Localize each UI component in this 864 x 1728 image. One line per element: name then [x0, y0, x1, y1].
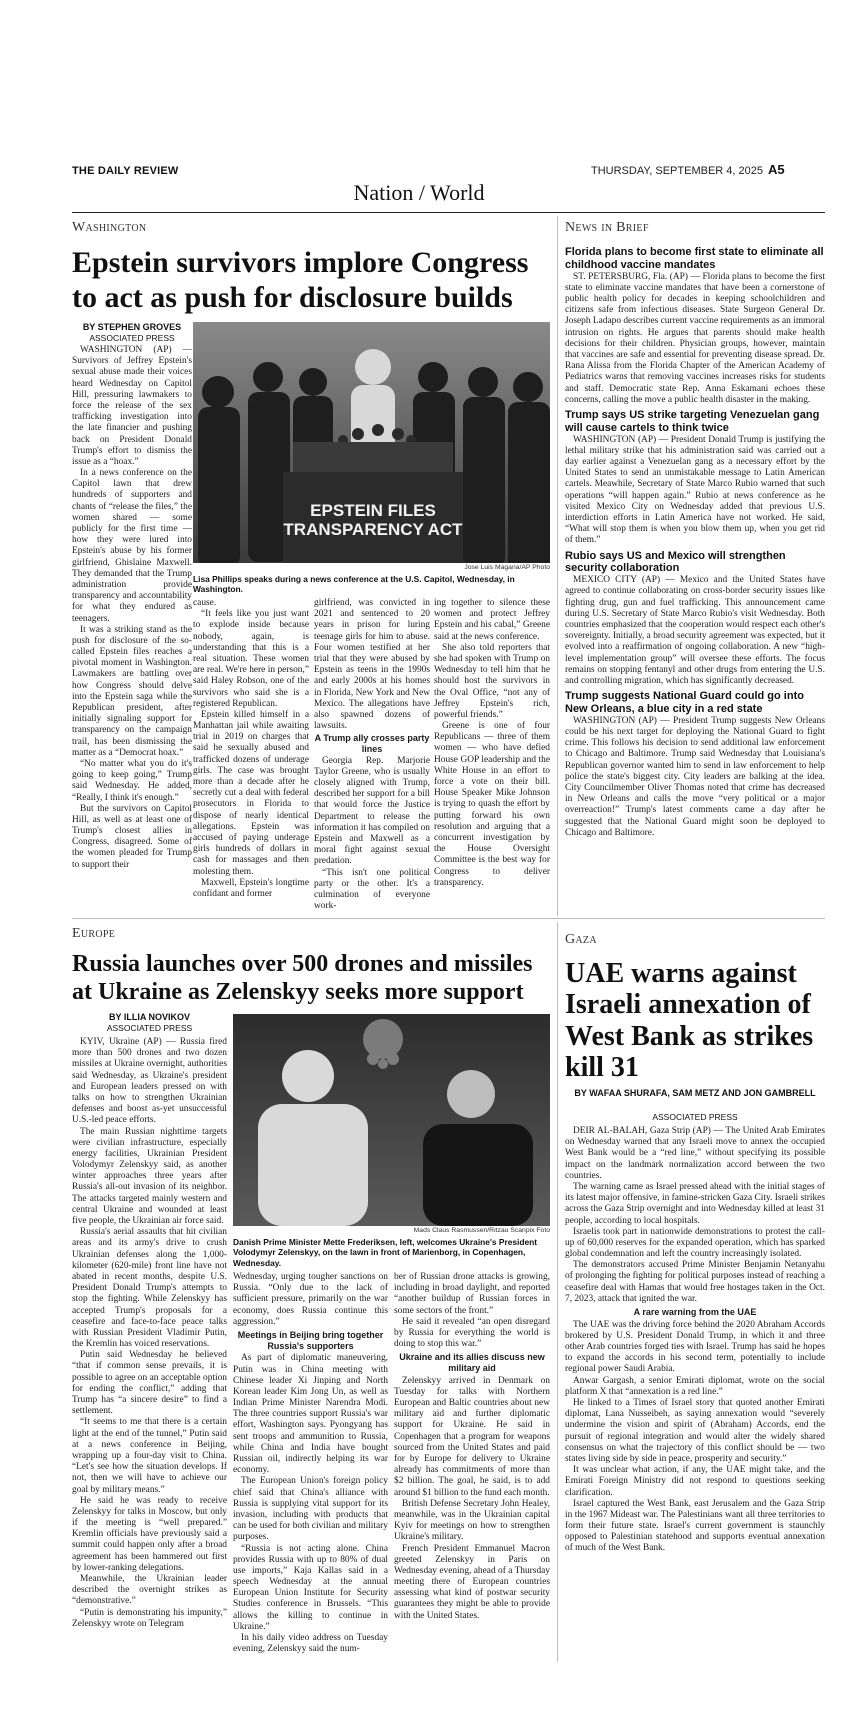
brief-body: MEXICO CITY (AP) — Mexico and the United States have agreed to continue collaborating on cross-border security issues like fighting drug, gun and fuel trafficking. This announcement came during U.S. Secretary of State Marco Rubio's visit Wednesday. Both countries emphasized that the cooperation would respect each other's sovereignty. Initially, a broad security agreement was expected, but it evolved into a reaffirmation of ongoing collaboration. A new “high-level implementation group” will oversee these efforts. The focus remains on stopping fentanyl and other drugs from entering the U.S. and controlling migration, which has significantly decreased.: [565, 575, 825, 686]
brief-headline: Trump says US strike targeting Venezuelan gang will cause cartels to think twice: [565, 408, 820, 434]
brief-headline: Florida plans to become first state to eliminate all childhood vaccine mandates: [565, 246, 824, 271]
brief-body: WASHINGTON (AP) — President Trump suggests New Orleans could be his next target for deploying the National Guard to fight crime. This follows his decision to send additional law enforcement to Chicago and Baltimore. Trump said Wednesday that Louisiana's Republican governor wanted him to send in law enforcement to help police the state's biggest city. City leaders are balking at the idea. City Councilmember Oliver Thomas noted that crime has decreased in New Orleans and calls the move “very political or a major overreaction!” Trump's latest comments came a day after he suggested that the National Guard might soon be deployed to Chicago and Baltimore.: [565, 715, 825, 838]
uae-byline: BY WAFAA SHURAFA, SAM METZ AND JON GAMBRELL: [574, 1088, 816, 1098]
epstein-column-4: ing together to silence these women and protect Jeffrey Epstein and his cabal,” Greene said at the news conference. She also told reporters that she had spoken with Trump on Wednesday to tell him that he should host the survivors in the Oval Office, “not any of Jeffrey Epstein's rich, powerful friends.” Greene is one of four Republicans — three of them women — who have defied House GOP leadership and the White House in an effort to force a vote on their bill. House Speaker Mike Johnson is trying to quash the effort by putting forward his own resolution and arguing that a concurrent investigation by the House Oversight Committee is the best way for Congress to deliver transparency.: [434, 598, 550, 888]
page-date: THURSDAY, SEPTEMBER 4, 2025: [591, 165, 763, 177]
news-in-brief: [565, 246, 825, 916]
uae-agency: ASSOCIATED PRESS: [652, 1112, 738, 1122]
russia-photo-caption: Danish Prime Minister Mette Frederiksen, left, welcomes Ukraine's President Volodymyr Zelenskyy, on the lawn in front of Marienborg, in Copenhagen, Wednesday.: [233, 1237, 538, 1268]
russia-subhead-2: Ukraine and its allies discuss new military aid: [399, 1352, 545, 1374]
briefs-kicker: News in Brief: [565, 220, 649, 235]
russia-column-3: ber of Russian drone attacks is growing, including in broad daylight, and reported “another buildup of Russian forces in some sectors of the front.” He said it revealed “an open disregard by Russia for everything the world is doing to stop this war.” Ukraine and its allies discuss new military aid Zelenskyy arrived in Denmark on Tuesday for talks with Northern European and Baltic countries about new military aid and further diplomatic support for Ukraine. He said in Copenhagen that a program for weapons sourced from the United States and paid for by Europe for delivery to Ukraine already has commitments of more than $2 billion. The goal, he said, is to add around $1 billion to the fund each month. British Defense Secretary John Healey, meanwhile, was in the Ukrainian capital Kyiv for meetings on how to strengthen Ukraine's military. French President Emmanuel Macron greeted Zelenskyy in Paris on Wednesday evening, ahead of a Thursday meeting there of European countries assessing what kind of postwar security guarantees they might be able to provide with the United States.: [394, 1272, 550, 1621]
section-rule: [72, 918, 825, 919]
photo-sign-line-2: TRANSPARENCY ACT: [283, 519, 463, 539]
uae-headline: UAE warns against Israeli annexation of West Bank as strikes kill 31: [565, 958, 814, 1084]
epstein-headline: Epstein survivors implore Congress to act as push for disclosure builds: [72, 246, 529, 314]
russia-column-1: KYIV, Ukraine (AP) — Russia fired more than 500 drones and two dozen missiles at Ukraine overnight, authorities said Wednesday, as Ukraine's president and European leaders pressed on with talks on how to strengthen Ukrainian defenses and boost as-yet unsuccessful U.S.-led peace efforts. The main Russian nighttime targets were civilian infrastructure, especially energy facilities, Ukrainian President Volodymyr Zelenskyy said, as another winter approaches three years after Russia's all-out invasion of its neighbor. The attacks targeted mainly western and central Ukraine and wounded at least five people, the Ukrainian air force said. Russia's aerial assaults that hit civilian areas and its army's drive to crush Ukrainian defenses along the 1,000-kilometer (620-mile) front line have not abated in recent months, despite U.S. President Donald Trump's attempts to stop the fighting. While Zelenskyy has accepted Trump's proposals for a ceasefire and face-to-face peace talks with Russian President Vladimir Putin, the Kremlin has voiced reservations. Putin said Wednesday he believed “that if common sense prevails, it is possible to agree on an acceptable option for ending the conflict,” adding that Trump has “a sincere desire” to find a settlement. “It seems to me that there is a certain light at the end of the tunnel,” Putin said at a news conference in Beijing, wrapping up a four-day visit to China. “Let's see how the situation develops. If not, then we will have to achieve our goal by military means.” He said he was ready to receive Zelenskyy for talks in Moscow, but only if the meeting is “well prepared.” Kremlin officials have previously said a summit could happen only after a broad agreement has been hammered out first by lower-ranking delegations. Meanwhile, the Ukrainian leader described the overnight strikes as “demonstrative.” “Putin is demonstrating his impunity,” Zelenskyy wrote on Telegram: [72, 1037, 227, 1629]
epstein-subhead: A Trump ally crosses party lines: [314, 733, 430, 754]
epstein-column-1: WASHINGTON (AP) — Survivors of Jeffrey Epstein's sexual abuse made their voices heard Wednesday on Capitol Hill, pressuring lawmakers to force the release of the sex trafficking investigation into the late financier and pushing back on President Donald Trump's effort to dismiss the issue as a “hoax.” In a news conference on the Capitol lawn that drew hundreds of supporters and chants of “release the files,” the women shared — some publicly for the first time — how they were lured into Epstein's abuse by his former girlfriend, Ghislaine Maxwell. They demanded that the Trump administration provide transparency and accountability for what they endured as teenagers. It was a striking stand as the push for disclosure of the so-called Epstein files reaches a pivotal moment in Washington. Lawmakers are battling over how Congress should delve into the Epstein saga while the Republican president, after initially signaling support for transparency on the campaign trail, has been dismissing the matter as a “Democrat hoax.” “No matter what you do it's going to keep going,” Trump said Wednesday. He added, “Really, I think it's enough.” But the survivors on Capitol Hill, as well as at least one of Trump's closest allies in Congress, disagreed. Some of the women pleaded for Trump to support their: [72, 345, 192, 870]
epstein-agency: ASSOCIATED PRESS: [89, 333, 175, 343]
epstein-column-2: cause. “It feels like you just want to explode inside because nobody, again, is understanding that this is a real situation. These women are real. We're here in person,” said Haley Robson, one of the survivors who said she is a registered Republican. Epstein killed himself in a Manhattan jail while awaiting trial in 2019 on charges that said he sexually abused and trafficked dozens of underage girls. The case was brought more than a decade after he secretly cut a deal with federal prosecutors in Florida to dispose of nearly identical allegations. Epstein was accused of paying underage girls hundreds of dollars in cash for massages and then molesting them. Maxwell, Epstein's longtime confidant and former: [193, 598, 309, 899]
epstein-column-3: girlfriend, was convicted in 2021 and sentenced to 20 years in prison for luring teenage girls for him to abuse. Four women testified at her trial that they were abused by Epstein as teens in the 1990s and early 2000s at his homes in Florida, New York and New Mexico. The allegations have also spawned dozens of lawsuits. A Trump ally crosses party lines Georgia Rep. Marjorie Taylor Greene, who is usually closely aligned with Trump, described her support for a bill that would force the Justice Department to release the information it has compiled on Epstein and Maxwell as a moral fight against sexual predation. “This isn't one political party or the other. It's a culmination of everyone work-: [314, 598, 430, 912]
header-rule: [72, 212, 825, 213]
photo-sign-line-1: EPSTEIN FILES: [310, 501, 436, 520]
russia-photo: [233, 1014, 550, 1226]
paper-name: THE DAILY REVIEW: [72, 165, 179, 177]
epstein-photo-credit: Jose Luis Magana/AP Photo: [464, 564, 550, 571]
epstein-photo-caption: Lisa Phillips speaks during a news conference at the U.S. Capitol, Wednesday, in Washington.: [193, 574, 515, 595]
epstein-byline: BY STEPHEN GROVES: [82, 322, 182, 332]
russia-kicker: Europe: [72, 926, 116, 941]
brief-headline: Trump suggests National Guard could go into New Orleans, a blue city in a red state: [565, 690, 804, 716]
column-divider: [557, 922, 558, 1662]
russia-agency: ASSOCIATED PRESS: [106, 1023, 193, 1033]
brief-body: ST. PETERSBURG, Fla. (AP) — Florida plans to become the first state to eliminate vaccine mandates that have been a cornerstone of public health policy for decades in keeping schoolchildren and citizens safe from infectious diseases. State Surgeon General Dr. Joseph Ladapo describes current vaccine requirements as an immoral intrusion on rights. He argues that parents should make health decisions for their children. Physician groups, however, maintain that vaccines are safe and essential for preventing disease spread. Dr. Rana Alissa from the Florida Chapter of the American Academy of Pediatrics warns that removing vaccines increases risks for students and staff. Democratic state Rep. Anna Eskamani echoes these concerns, calling the move a public health disaster in the making.: [565, 271, 825, 405]
russia-headline: Russia launches over 500 drones and missiles at Ukraine as Zelenskyy seeks more support: [72, 951, 533, 1006]
brief-body: WASHINGTON (AP) — President Donald Trump is justifying the lethal military strike that his administration said was carried out a day earlier against a Venezuelan gang as a necessary effort by the United States to send an unmistakable message to Latin American cartels. Meawhile, Secretary of State Marco Rubio warned that such operations “will happen again.” Rubio at news conference as he visited Mexico City on Wednesday added that previous U.S. interdiction efforts in Latin America have not worked. He said, “What will stop them is when you blow them up, when you get rid of them.”: [565, 434, 825, 546]
page-number: A5: [768, 162, 785, 177]
uae-kicker: Gaza: [565, 932, 597, 947]
epstein-photo: [193, 322, 550, 563]
russia-byline: BY ILLIA NOVIKOV: [108, 1012, 190, 1022]
russia-subhead-1: Meetings in Beijing bring together Russia's supporters: [237, 1329, 384, 1351]
russia-photo-credit: Mads Claus Rasmussen/Ritzau Scanpix Foto: [413, 1227, 550, 1234]
uae-subhead: A rare warning from the UAE: [633, 1307, 757, 1317]
epstein-kicker: Washington: [72, 220, 147, 235]
uae-body: DEIR AL-BALAH, Gaza Strip (AP) — The United Arab Emirates on Wednesday warned that any Israeli move to annex the occupied West Bank would be a “red line,” without specifying its possible impact on the landmark normalization accord between the two countries. The warning came as Israel pressed ahead with the initial stages of its latest major offensive, in famine-stricken Gaza City. Israeli strikes across the Gaza Strip overnight and into Wednesday killed at least 31 people, according to local hospitals. Israelis took part in nationwide demonstrations to protest the call-up of 60,000 reserves for the expanded operation, which has sparked global condemnation and left the country increasingly isolated. The demonstrators accused Prime Minister Benjamin Netanyahu of prolonging the fighting for political purposes instead of reaching a ceasefire deal with Hamas that would free hostages taken in the Oct. 7, 2023, attack that ignited the war. A rare warning from the UAE The UAE was the driving force behind the 2020 Abraham Accords brokered by U.S. President Donald Trump, in which it and three other Arab countries forged ties with Israel. Trump has said he hopes to expand the accords in his second term, potentially to include regional power Saudi Arabia. Anwar Gargash, a senior Emirati diplomat, wrote on the social platform X that “annexation is a red line.” He linked to a Times of Israel story that quoted another Emirati diplomat, Lana Nusseibeh, as saying annexation would “severely undermine the vision and spirit of (Abraham) Accords, end the pursuit of regional integration and would alter the widely shared consensus on what the trajectory of this conflict should be — two states living side by side in peace, prosperity and security.” It was unclear what action, if any, the UAE might take, and the Emirati Foreign Ministry did not respond to questions seeking clarification. Israel captured the West Bank, east Jerusalem and the Gaza Strip in the 1967 Mideast war. The Palestinians want all three territories to form their future state. Israel's current government is staunchly opposed to Palestinian statehood and supports eventual annexation of much of the West Bank.: [565, 1126, 825, 1554]
brief-headline: Rubio says US and Mexico will strengthen security collaboration: [565, 549, 786, 575]
section-title: Nation / World: [353, 180, 485, 205]
column-divider: [557, 216, 558, 916]
russia-column-2: Wednesday, urging tougher sanctions on Russia. “Only due to the lack of sufficient pressure, primarily on the war economy, does Russia continue this aggression.” Meetings in Beijing bring together Russia's supporters As part of diplomatic maneuvering, Putin was in China meeting with Chinese leader Xi Jinping and North Korean leader Kim Jong Un, as well as Indian Prime Minister Narendra Modi. The three countries support Russia's war effort, Washington says. Pyongyang has sent troops and ammunition to Russia, while China and India have bought Russian oil, indirectly helping its war economy. The European Union's foreign policy chief said that China's alliance with Russia is supplying vital support for its invasion, including with products that can be used for both civilian and military purposes. “Russia is not acting alone. China provides Russia with up to 80% of dual use imports,” Kaja Kallas said in a speech Wednesday at the annual European Union Institute for Security Studies conference in Brussels. “This allows the killing to continue in Ukraine.” In his daily video address on Tuesday evening, Zelenskyy said the num-: [233, 1272, 388, 1655]
